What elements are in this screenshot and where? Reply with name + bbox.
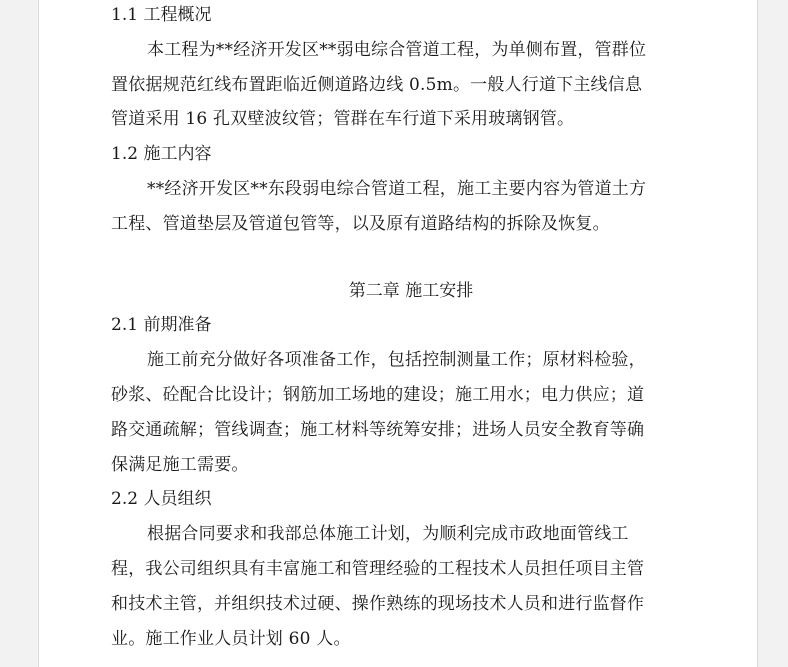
section-heading-2-1: 2.1 前期准备 (111, 315, 212, 336)
document-page (38, 0, 758, 667)
document-body (111, 0, 711, 656)
paragraph-line: 本工程为**经济开发区**弱电综合管道工程，为单侧布置，管群位 (147, 39, 647, 60)
paragraph-line: 程，我公司组织具有丰富施工和管理经验的工程技术人员担任项目主管 (111, 558, 645, 579)
chapter-title: 第二章 施工安排 (348, 280, 474, 301)
paragraph-line: 置依据规范红线布置距临近侧道路边线 0.5m。一般人行道下主线信息 (111, 74, 643, 95)
paragraph-line: 路交通疏解；管线调查；施工材料等统筹安排；进场人员安全教育等确 (111, 419, 645, 440)
paragraph-line: 和技术主管，并组织技术过硬、操作熟练的现场技术人员和进行监督作 (111, 593, 645, 614)
paragraph-line: 保满足施工需要。 (111, 454, 249, 475)
paragraph-line: 根据合同要求和我部总体施工计划，为顺利完成市政地面管线工 (147, 524, 629, 545)
section-heading-1-1: 1.1 工程概况 (111, 5, 212, 25)
section-heading-2-2: 2.2 人员组织 (111, 489, 212, 510)
paragraph-line: 管道采用 16 孔双壁波纹管；管群在车行道下采用玻璃钢管。 (111, 109, 575, 130)
paragraph-line: 工程、管道垫层及管道包管等，以及原有道路结构的拆除及恢复。 (111, 213, 610, 234)
paragraph-line: 施工前充分做好各项准备工作，包括控制测量工作；原材料检验， (147, 350, 646, 371)
paragraph-line: 砂浆、砼配合比设计；钢筋加工场地的建设；施工用水；电力供应；道 (111, 384, 645, 405)
paragraph-line: 业。施工作业人员计划 60 人。 (111, 628, 351, 649)
section-heading-1-2: 1.2 施工内容 (111, 144, 212, 165)
paragraph-line: **经济开发区**东段弱电综合管道工程，施工主要内容为管道土方 (147, 178, 647, 199)
